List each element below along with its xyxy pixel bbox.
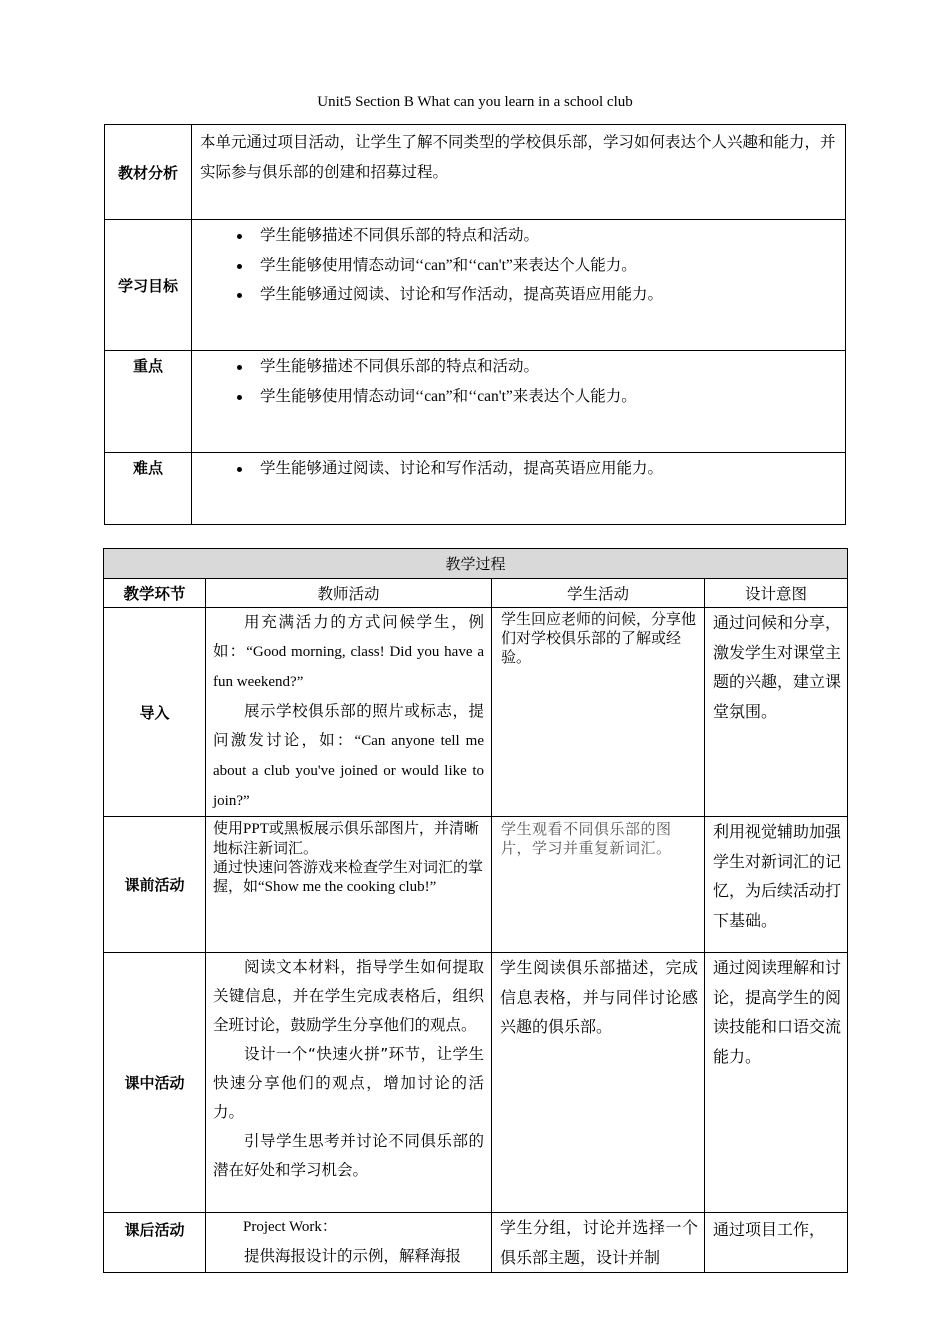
- key-points-label: 重点: [105, 351, 192, 453]
- design-intent-cell: [705, 953, 848, 1213]
- column-header-stage: 教学环节: [104, 579, 206, 608]
- key-points-cell: [192, 351, 846, 453]
- student-activity-cell: [492, 953, 705, 1213]
- objectives-row: [105, 220, 846, 351]
- list-item: 学生能够使用情态动词‘‘can”和‘‘can't”来表达个人能力。: [237, 382, 845, 412]
- design-intent-text: 利用视觉辅助加强学生对新词汇的记忆，为后续活动打下基础。: [713, 822, 842, 930]
- objectives-list: [192, 220, 845, 310]
- stage-cell: 课前活动: [104, 817, 206, 953]
- list-item: 学生能够使用情态动词‘‘can”和‘‘can't”来表达个人能力。: [237, 251, 845, 281]
- key-points-list: [192, 351, 845, 411]
- table-row: [104, 608, 848, 817]
- analysis-cell: [192, 125, 846, 220]
- student-activity-text: 学生观看不同俱乐部的图片，学习并重复新词汇。: [501, 822, 672, 857]
- teacher-activity-text: 用充满活力的方式问候学生，例如：“Good morning, class! Did you have a fun weekend?” 展示学校俱乐部的照片或标志，提问激发讨论，如：“Can anyone tell me about a club you've joined or would like to join?”: [213, 613, 484, 809]
- analysis-text: 本单元通过项目活动，让学生了解不同类型的学校俱乐部，学习如何表达个人兴趣和能力，并实际参与俱乐部的创建和招募过程。: [200, 133, 836, 181]
- table-header: 教学过程: [104, 549, 848, 579]
- teacher-activity-cell: [206, 953, 492, 1213]
- design-intent-cell: [705, 608, 848, 817]
- difficult-points-label: 难点: [105, 453, 192, 525]
- teacher-activity-cell: [206, 608, 492, 817]
- column-header-student: 学生活动: [492, 579, 705, 608]
- difficult-points-cell: [192, 453, 846, 525]
- table-header-row: [104, 549, 848, 579]
- design-intent-cell: [705, 1213, 848, 1273]
- design-intent-text: 通过项目工作，: [713, 1220, 826, 1239]
- page-title: Unit5 Section B What can you learn in a school club: [317, 94, 633, 110]
- stage-cell: 课中活动: [104, 953, 206, 1213]
- teacher-activity-cell: [206, 1213, 492, 1273]
- column-header-teacher: 教师活动: [206, 579, 492, 608]
- objectives-label: 学习目标: [105, 220, 192, 351]
- list-item: 学生能够通过阅读、讨论和写作活动，提高英语应用能力。: [237, 280, 845, 310]
- list-item: 学生能够通过阅读、讨论和写作活动，提高英语应用能力。: [237, 454, 845, 484]
- overview-table: [104, 124, 846, 525]
- table-row: [104, 817, 848, 953]
- design-intent-text: 通过阅读理解和讨论，提高学生的阅读技能和口语交流能力。: [713, 958, 842, 1066]
- student-activity-text: 学生分组，讨论并选择一个俱乐部主题，设计并制: [500, 1218, 698, 1267]
- student-activity-cell: [492, 608, 705, 817]
- student-activity-cell: [492, 817, 705, 953]
- table-row: [104, 953, 848, 1213]
- teacher-activity-text: Project Work： 提供海报设计的示例，解释海报: [243, 1219, 462, 1265]
- stage-cell: 课后活动: [104, 1213, 206, 1273]
- key-points-row: [105, 351, 846, 453]
- difficult-points-list: [192, 453, 845, 484]
- design-intent-cell: [705, 817, 848, 953]
- column-header-design: 设计意图: [705, 579, 848, 608]
- difficult-points-row: [105, 453, 846, 525]
- analysis-row: [105, 125, 846, 220]
- list-item: 学生能够描述不同俱乐部的特点和活动。: [237, 221, 845, 251]
- list-item: 学生能够描述不同俱乐部的特点和活动。: [237, 352, 845, 382]
- objectives-cell: [192, 220, 846, 351]
- design-intent-text: 通过问候和分享，激发学生对课堂主题的兴趣，建立课堂氛围。: [713, 613, 842, 721]
- student-activity-cell: [492, 1213, 705, 1273]
- column-header-row: [104, 579, 848, 608]
- teacher-activity-cell: [206, 817, 492, 953]
- teacher-activity-text: 阅读文本材料，指导学生如何提取关键信息，并在学生完成表格后，组织全班讨论，鼓励学生分享他们的观点。 设计一个“快速火拼”环节，让学生快速分享他们的观点，增加讨论的活力。 引导学生思考并讨论不同俱乐部的潜在好处和学习机会。: [213, 958, 484, 1179]
- teaching-process-table: [103, 548, 848, 1273]
- student-activity-text: 学生阅读俱乐部描述，完成信息表格，并与同伴讨论感兴趣的俱乐部。: [500, 958, 698, 1036]
- analysis-label: 教材分析: [105, 125, 192, 220]
- teacher-activity-text: 使用PPT或黑板展示俱乐部图片，并清晰地标注新词汇。 通过快速问答游戏来检查学生对词汇的掌握，如“Show me the cooking club!”: [213, 819, 484, 895]
- table-row: [104, 1213, 848, 1273]
- stage-cell: 导入: [104, 608, 206, 817]
- student-activity-text: 学生回应老师的问候，分享他们对学校俱乐部的了解或经验。: [501, 610, 697, 666]
